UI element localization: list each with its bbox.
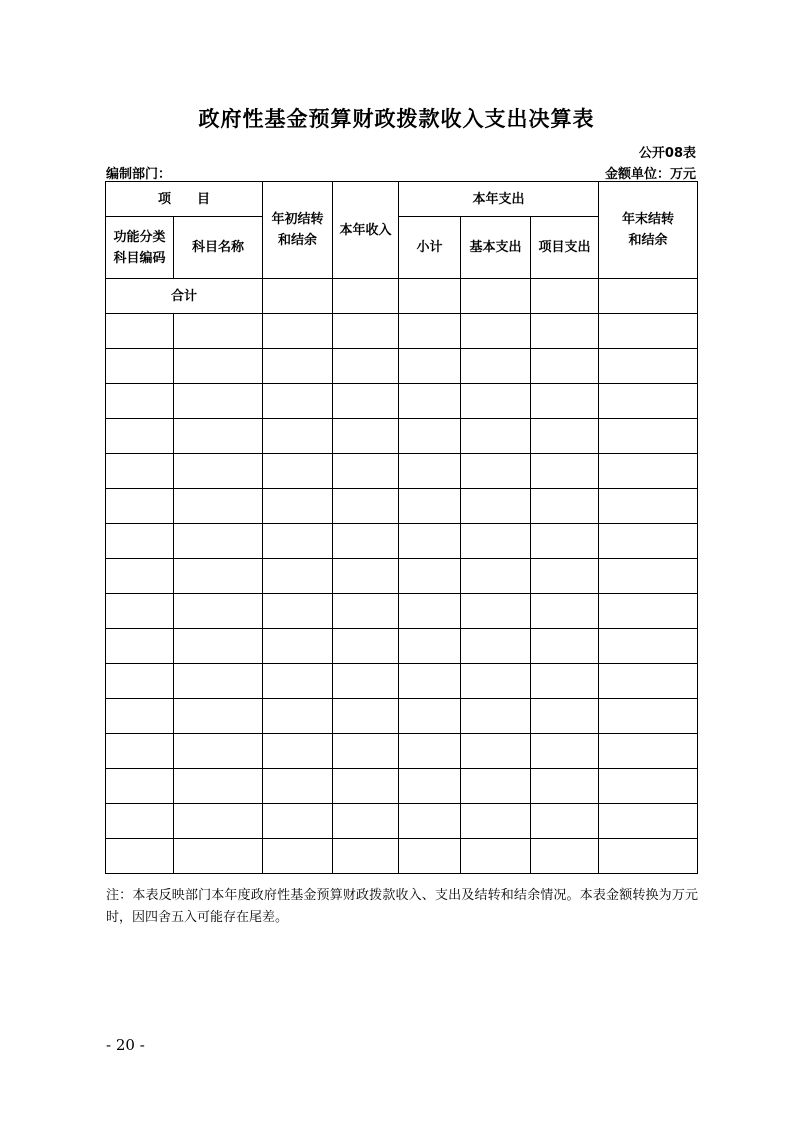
table-cell (333, 454, 399, 489)
total-cell (461, 279, 531, 314)
table-cell (599, 419, 698, 454)
table-cell (263, 489, 333, 524)
table-cell (106, 314, 174, 349)
table-cell (531, 489, 599, 524)
table-cell (263, 384, 333, 419)
table-cell (263, 699, 333, 734)
table-cell (531, 524, 599, 559)
table-cell (263, 804, 333, 839)
table-note: 注：本表反映部门本年度政府性基金预算财政拨款收入、支出及结转和结余情况。本表金额转换为万元时，因四舍五入可能存在尾差。 (106, 888, 698, 925)
table-cell (263, 559, 333, 594)
table-cell (461, 454, 531, 489)
header-func-code-line1: 功能分类 (113, 229, 166, 245)
table-row (106, 804, 698, 839)
table-cell (106, 804, 174, 839)
table-cell (174, 629, 263, 664)
table-cell (399, 419, 461, 454)
table-cell (174, 489, 263, 524)
table-cell (461, 419, 531, 454)
table-row (106, 629, 698, 664)
table-cell (531, 559, 599, 594)
table-cell (599, 524, 698, 559)
table-cell (461, 559, 531, 594)
table-cell (333, 314, 399, 349)
table-cell (531, 454, 599, 489)
table-cell (599, 454, 698, 489)
table-cell (399, 769, 461, 804)
table-cell (106, 664, 174, 699)
table-cell (333, 734, 399, 769)
table-cell (106, 839, 174, 874)
table-cell (399, 384, 461, 419)
department-label: 编制部门： (106, 167, 172, 182)
table-cell (399, 454, 461, 489)
table-cell (599, 314, 698, 349)
table-cell (461, 384, 531, 419)
header-items: 项 目 (106, 182, 263, 217)
table-cell (399, 349, 461, 384)
table-cell (599, 384, 698, 419)
table-cell (399, 629, 461, 664)
table-cell (263, 839, 333, 874)
table-cell (263, 734, 333, 769)
table-row (106, 594, 698, 629)
header-project-exp: 项目支出 (531, 217, 599, 279)
table-cell (174, 734, 263, 769)
table-cell (461, 594, 531, 629)
header-func-code-line2: 科目编码 (113, 250, 166, 266)
total-cell (531, 279, 599, 314)
table-cell (174, 804, 263, 839)
table-cell (531, 699, 599, 734)
table-cell (174, 419, 263, 454)
table-cell (531, 734, 599, 769)
table-cell (599, 769, 698, 804)
header-opening-balance-line1: 年初结转 (271, 212, 324, 227)
table-cell (399, 839, 461, 874)
table-cell (174, 349, 263, 384)
table-cell (263, 314, 333, 349)
table-cell (531, 314, 599, 349)
table-cell (399, 734, 461, 769)
table-cell (461, 349, 531, 384)
table-cell (531, 419, 599, 454)
table-cell (106, 629, 174, 664)
table-cell (333, 804, 399, 839)
table-cell (174, 559, 263, 594)
table-cell (461, 629, 531, 664)
table-row (106, 734, 698, 769)
table-cell (174, 314, 263, 349)
table-cell (106, 734, 174, 769)
table-cell (599, 839, 698, 874)
table-cell (399, 594, 461, 629)
table-cell (599, 804, 698, 839)
table-cell (461, 664, 531, 699)
table-cell (531, 664, 599, 699)
table-cell (461, 804, 531, 839)
table-cell (599, 629, 698, 664)
table-cell (106, 419, 174, 454)
table-cell (333, 594, 399, 629)
table-cell (106, 769, 174, 804)
table-cell (106, 699, 174, 734)
table-cell (531, 594, 599, 629)
table-cell (399, 699, 461, 734)
header-expenditure: 本年支出 (399, 182, 599, 217)
table-row (106, 314, 698, 349)
table-row (106, 349, 698, 384)
table-cell (333, 384, 399, 419)
table-cell (531, 839, 599, 874)
table-cell (263, 664, 333, 699)
table-row (106, 769, 698, 804)
table-row (106, 559, 698, 594)
table-row (106, 664, 698, 699)
header-closing-balance (599, 182, 698, 279)
table-cell (263, 629, 333, 664)
table-cell (263, 419, 333, 454)
table-cell (399, 559, 461, 594)
table-cell (333, 664, 399, 699)
table-row (106, 489, 698, 524)
table-cell (599, 734, 698, 769)
table-cell (599, 349, 698, 384)
table-cell (399, 524, 461, 559)
table-cell (174, 839, 263, 874)
table-cell (333, 839, 399, 874)
table-cell (461, 314, 531, 349)
table-cell (531, 384, 599, 419)
table-cell (106, 559, 174, 594)
table-cell (461, 769, 531, 804)
table-cell (333, 559, 399, 594)
table-cell (461, 699, 531, 734)
table-row (106, 699, 698, 734)
table-cell (263, 454, 333, 489)
table-cell (461, 489, 531, 524)
unit-label: 金额单位：万元 (604, 167, 696, 182)
table-cell (461, 839, 531, 874)
table-cell (174, 524, 263, 559)
table-cell (174, 769, 263, 804)
table-cell (106, 384, 174, 419)
table-row (106, 454, 698, 489)
header-func-code (106, 217, 174, 279)
table-cell (333, 629, 399, 664)
table-cell (263, 524, 333, 559)
total-cell (263, 279, 333, 314)
table-cell (599, 559, 698, 594)
table-cell (531, 804, 599, 839)
table-cell (531, 349, 599, 384)
table-cell (399, 804, 461, 839)
table-cell (174, 699, 263, 734)
table-cell (599, 489, 698, 524)
table-cell (599, 699, 698, 734)
table-cell (106, 594, 174, 629)
table-row (106, 839, 698, 874)
table-cell (174, 594, 263, 629)
header-closing-balance-line1: 年末结转 (622, 212, 675, 227)
table-cell (399, 664, 461, 699)
table-cell (106, 524, 174, 559)
table-cell (599, 664, 698, 699)
table-cell (106, 349, 174, 384)
header-closing-balance-line2: 和结余 (628, 233, 668, 248)
table-cell (106, 454, 174, 489)
table-cell (106, 489, 174, 524)
table-row (106, 524, 698, 559)
table-cell (531, 629, 599, 664)
total-cell (399, 279, 461, 314)
total-cell (333, 279, 399, 314)
table-cell (174, 454, 263, 489)
header-subtotal: 小计 (399, 217, 461, 279)
header-basic-exp: 基本支出 (461, 217, 531, 279)
table-cell (531, 769, 599, 804)
header-revenue: 本年收入 (333, 182, 399, 279)
header-opening-balance (263, 182, 333, 279)
table-cell (461, 524, 531, 559)
total-row (106, 279, 698, 314)
table-cell (333, 769, 399, 804)
table-row (106, 384, 698, 419)
table-cell (174, 664, 263, 699)
header-row-1 (106, 182, 698, 217)
table-cell (333, 524, 399, 559)
table-cell (263, 769, 333, 804)
table-cell (174, 384, 263, 419)
table-cell (333, 349, 399, 384)
table-cell (333, 419, 399, 454)
table-cell (599, 594, 698, 629)
header-opening-balance-line2: 和结余 (278, 233, 318, 248)
budget-table (105, 181, 698, 874)
table-cell (333, 699, 399, 734)
table-cell (263, 594, 333, 629)
table-cell (263, 349, 333, 384)
page-number: - 20 - (106, 1036, 145, 1054)
table-cell (399, 314, 461, 349)
total-label: 合计 (106, 279, 263, 314)
document-title: 政府性基金预算财政拨款收入支出决算表 (198, 107, 595, 131)
table-cell (461, 734, 531, 769)
header-subject-name: 科目名称 (174, 217, 263, 279)
table-cell (399, 489, 461, 524)
table-cell (333, 489, 399, 524)
form-number: 公开08表 (638, 146, 696, 161)
total-cell (599, 279, 698, 314)
table-row (106, 419, 698, 454)
